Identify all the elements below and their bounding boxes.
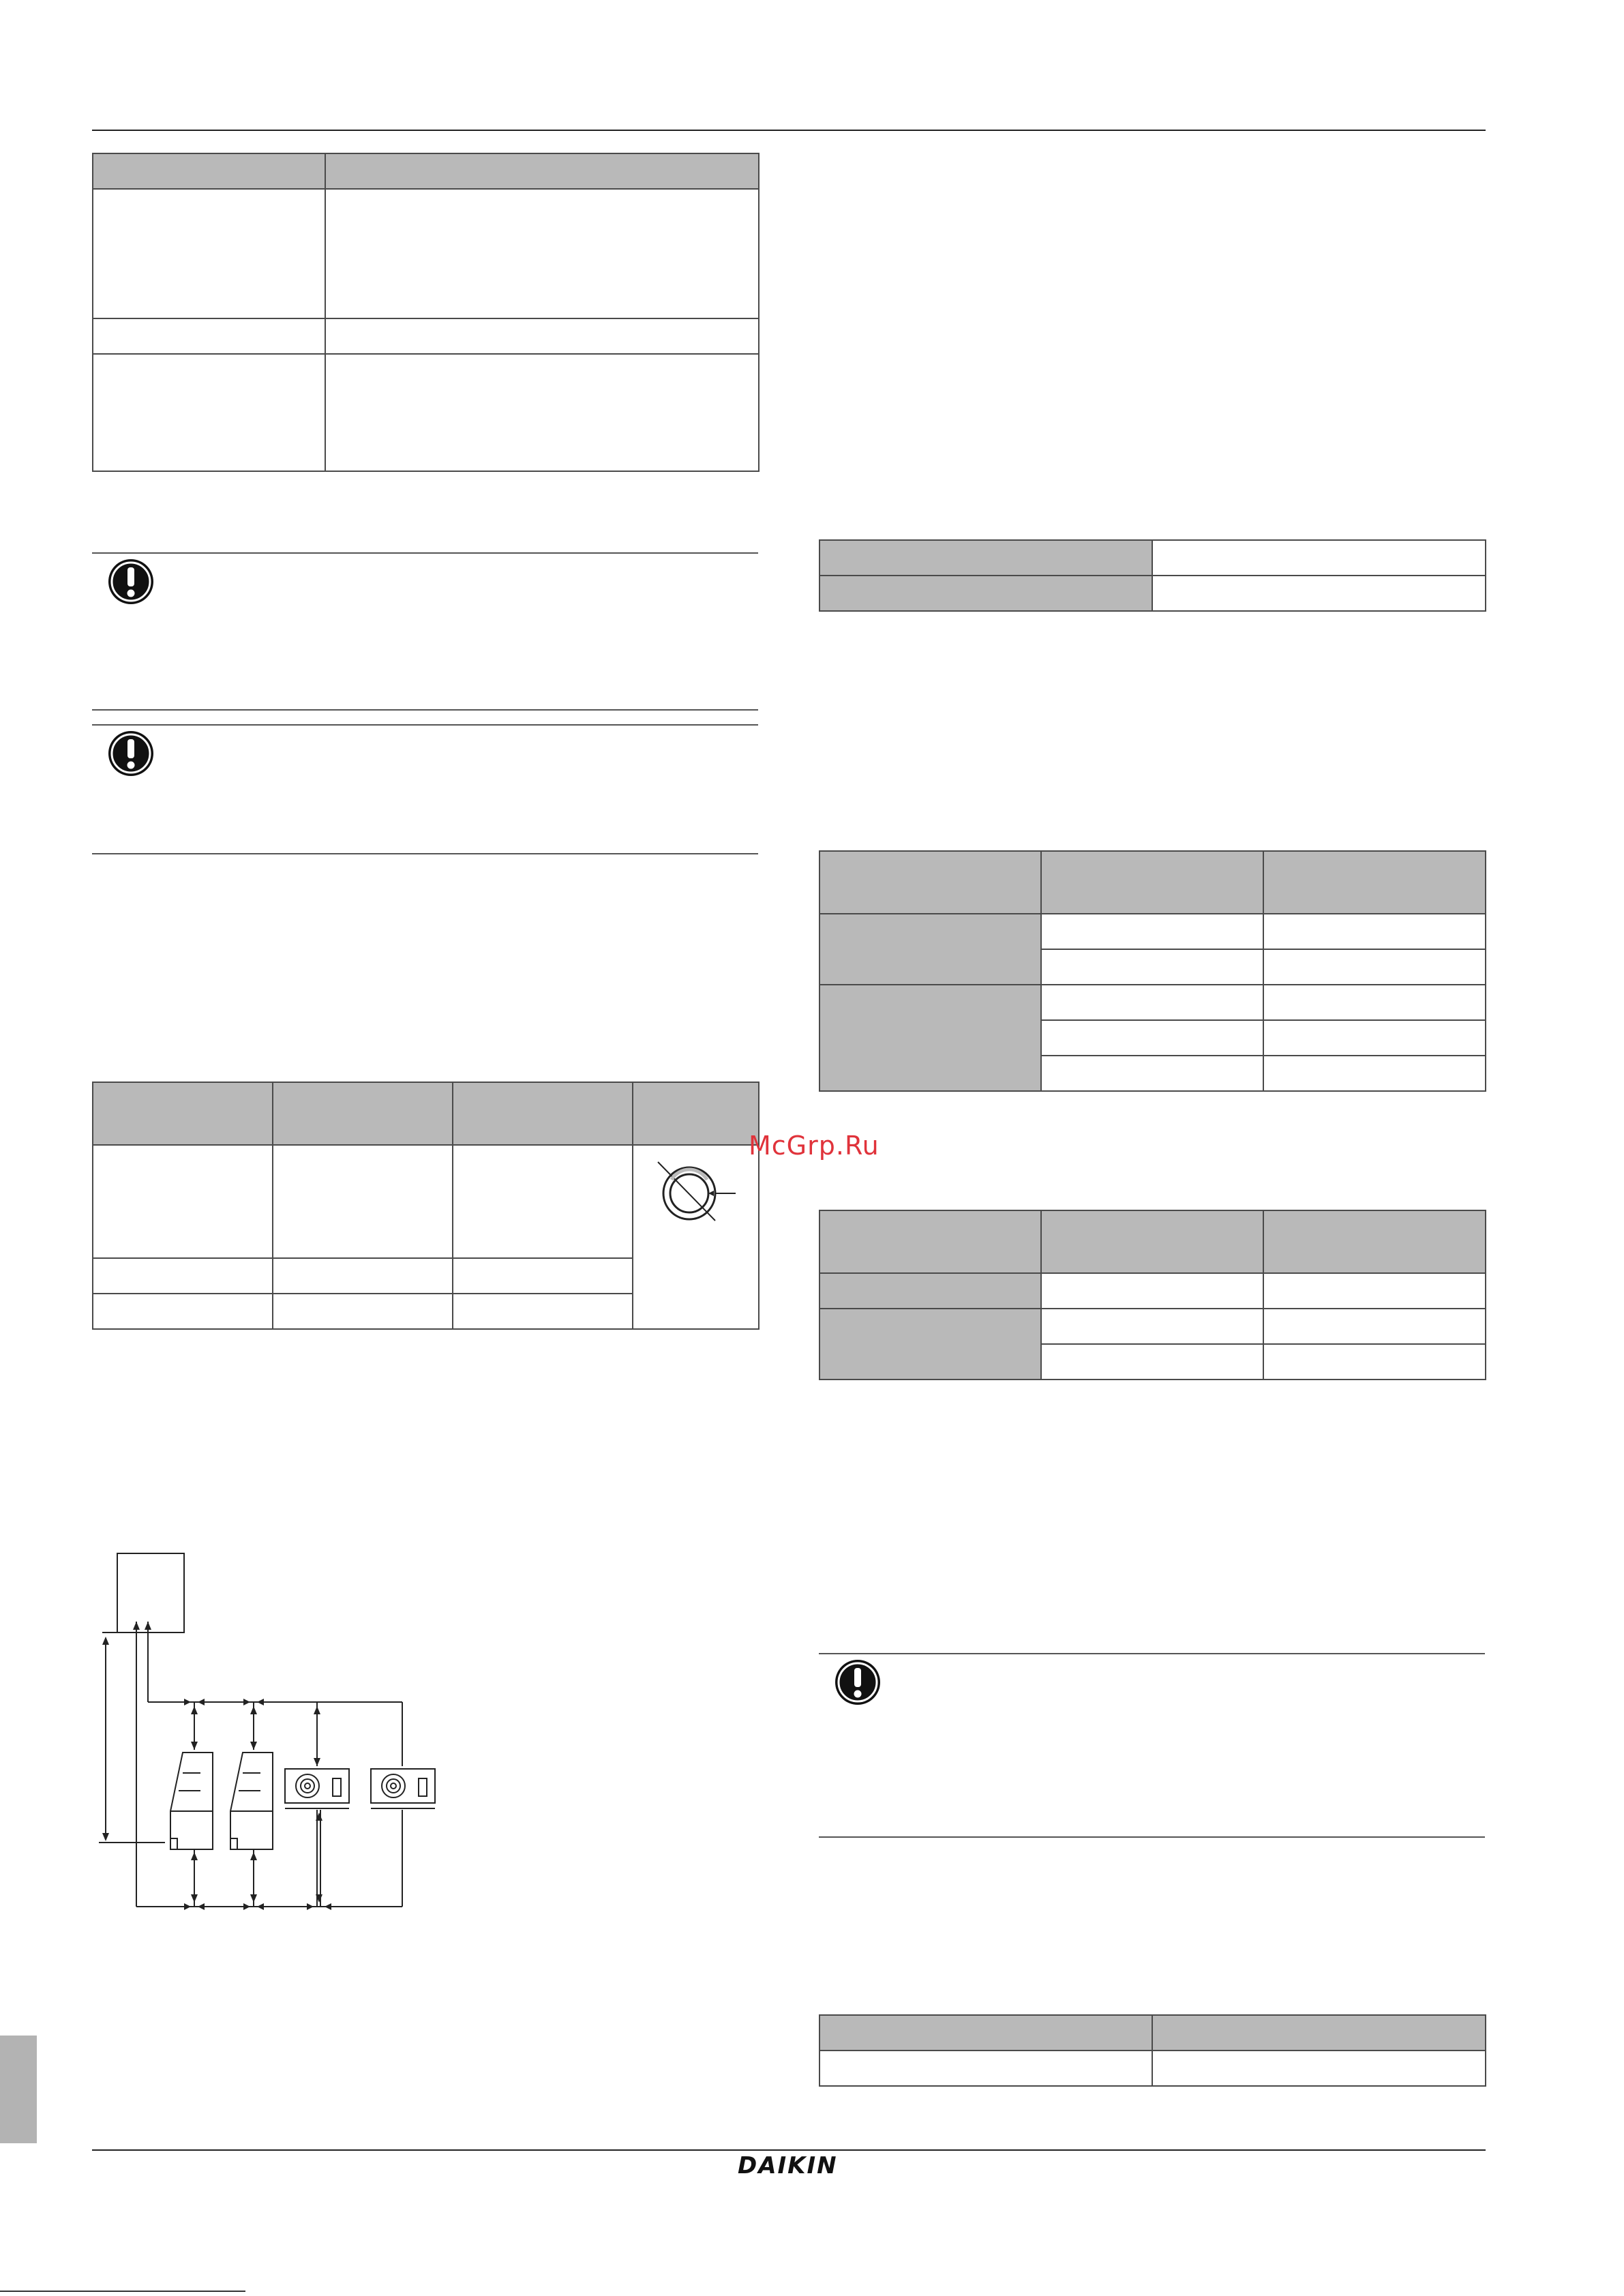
chapter-side-tab xyxy=(0,2036,37,2143)
table-row xyxy=(819,1309,1486,1344)
pipe-cross-section-icon xyxy=(651,1155,740,1244)
table-6 xyxy=(819,2014,1486,2087)
piping-layout-diagram xyxy=(89,1541,457,1923)
table-row xyxy=(819,1210,1486,1273)
table-row xyxy=(819,2051,1486,2086)
table-3 xyxy=(819,539,1486,612)
footer-rule xyxy=(92,2149,1486,2151)
table-row xyxy=(819,2015,1486,2051)
table-1 xyxy=(92,153,760,472)
table-row xyxy=(93,1145,759,1258)
table-row xyxy=(819,914,1486,949)
notice-bottom-rule xyxy=(92,709,758,711)
table-row xyxy=(819,540,1486,576)
table-row xyxy=(819,1273,1486,1309)
exclamation-circle-icon xyxy=(834,1658,882,1706)
cropped-footer-strip xyxy=(0,2286,409,2296)
header-rule xyxy=(92,130,1486,131)
table-4 xyxy=(819,850,1486,1092)
table-row xyxy=(93,354,759,471)
daikin-logo: DAIKIN xyxy=(738,2152,838,2179)
exclamation-circle-icon xyxy=(107,730,155,777)
notice-top-rule xyxy=(92,552,758,554)
table-row xyxy=(93,318,759,354)
watermark: McGrp.Ru xyxy=(749,1131,879,1161)
table-row xyxy=(93,1082,759,1145)
notice-bottom-rule xyxy=(92,853,758,854)
table-row xyxy=(93,153,759,189)
table-row xyxy=(819,985,1486,1020)
exclamation-circle-icon xyxy=(107,558,155,606)
notice-bottom-rule xyxy=(819,1836,1485,1838)
table-row xyxy=(819,576,1486,611)
table-5 xyxy=(819,1210,1486,1380)
cropped-footer-line xyxy=(0,2291,245,2292)
notice-top-rule xyxy=(819,1653,1485,1654)
table-2 xyxy=(92,1082,760,1330)
table-row xyxy=(93,189,759,318)
table-row xyxy=(819,851,1486,914)
notice-top-rule xyxy=(92,724,758,726)
